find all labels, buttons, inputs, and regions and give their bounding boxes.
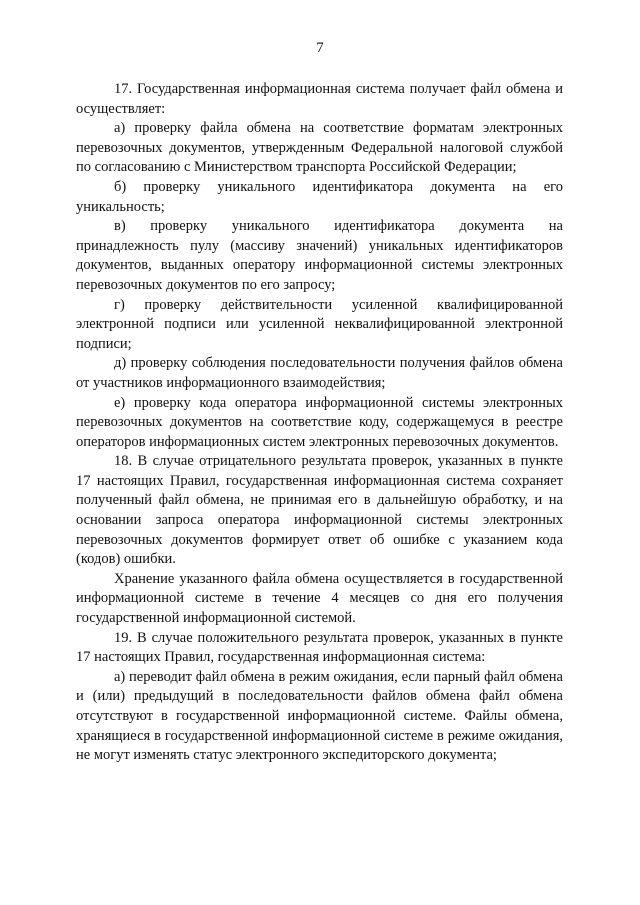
paragraph-17-d: д) проверку соблюдения последовательности получения файлов обмена от участников информационного взаимодействия; [76,355,563,391]
document-body [76,80,563,766]
paragraph-19-a: а) переводит файл обмена в режим ожидания, если парный файл обмена и (или) предыдущий в последовательности файлов обмена файл обмена отсутствуют в государственной информационной системе. Файлы обмена, хранящиеся в государственной информационной системе в режиме ожидания, не могут изменять статус электронного экспедиторского документа; [76,668,563,764]
paragraph-17-e: е) проверку кода оператора информационной системы электронных перевозочных документов на соответствие коду, содержащемуся в реестре операторов информационных систем электронных перевозочных документов. [76,394,563,450]
paragraph-17-b: б) проверку уникального идентификатора документа на его уникальность; [76,178,563,215]
paragraph-17-g: г) проверку действительности усиленной квалифицированной электронной подписи или усиленной неквалифицированной электронной подписи; [76,296,563,352]
paragraph-18: 18. В случае отрицательного результата проверок, указанных в пункте 17 настоящих Правил, государственная информационная система сохраняет полученный файл обмена, не принимая его в дальнейшую обработку, и на основании запроса оператора информационной системы электронных перевозочных документов формирует ответ об ошибке с указанием кода (кодов) ошибки. [76,453,563,568]
page-number: 7 [316,40,324,56]
paragraph-18-storage: Хранение указанного файла обмена осуществляется в государственной информационной системе в течение 4 месяцев со дня его получения государственной информационной системой. [76,570,563,627]
paragraph-17: 17. Государственная информационная система получает файл обмена и осуществляет: [76,81,563,117]
paragraph-19: 19. В случае положительного результата проверок, указанных в пункте 17 настоящих Правил, государственная информационная система: [76,629,563,666]
paragraph-17-a: а) проверку файла обмена на соответствие форматам электронных перевозочных документов, утвержденным Федеральной налоговой службой по согласованию с Министерством транспорта Российской Федерации; [76,120,563,176]
paragraph-17-v: в) проверку уникального идентификатора документа на принадлежность пулу (массиву значений) уникальных идентификаторов документов, выданных оператору информационной системы электронных перевозочных документов по его запросу; [76,218,563,293]
